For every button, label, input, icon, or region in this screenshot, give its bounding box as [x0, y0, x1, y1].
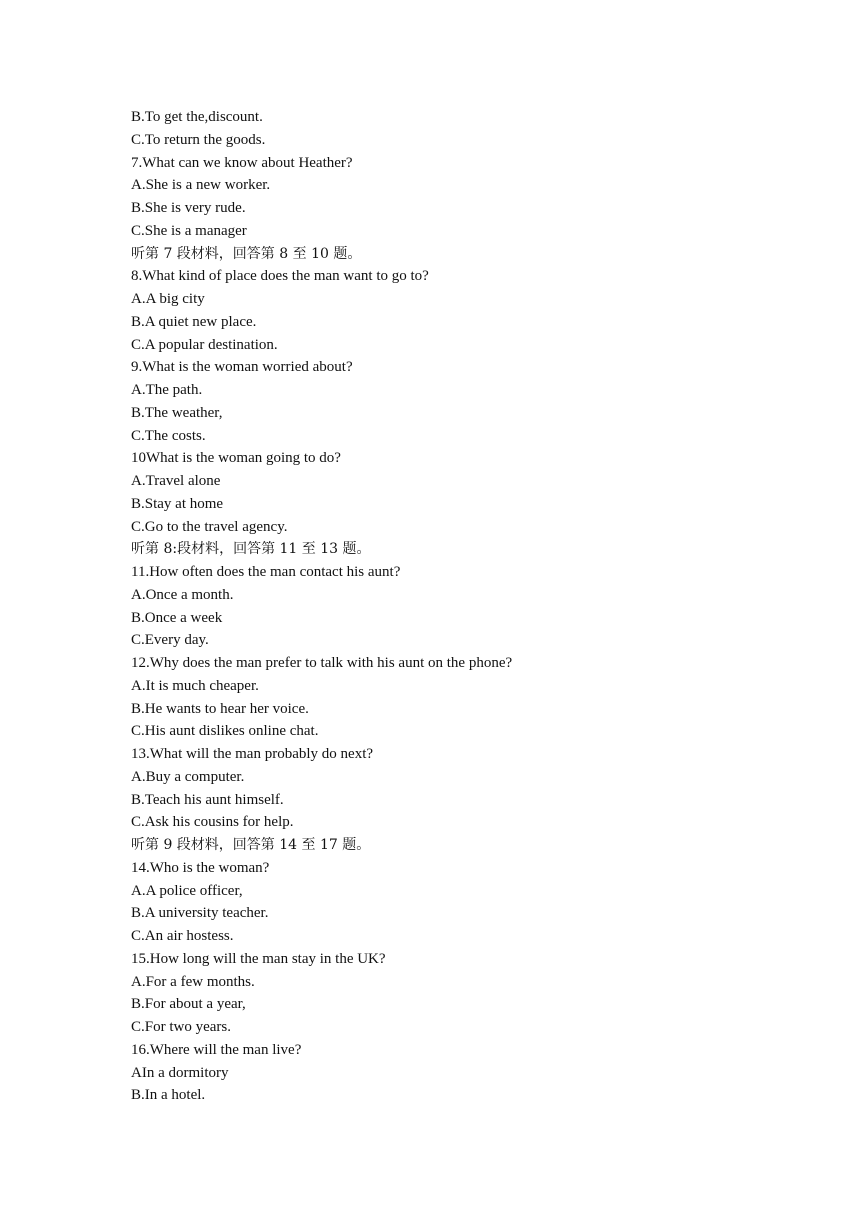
answer-option: A.A big city: [131, 291, 205, 307]
answer-option: A.A police officer,: [131, 882, 243, 899]
answer-option: B.To get the,discount.: [131, 109, 263, 125]
answer-option: B.In a hotel.: [131, 1087, 206, 1104]
answer-option: A.Buy a computer.: [131, 768, 245, 785]
answer-option: B.For about a year,: [131, 996, 246, 1013]
answer-option: A.The path.: [131, 382, 203, 398]
question-text: 12.Why does the man prefer to talk with his aunt on the phone?: [131, 655, 513, 671]
question-text: 11.How often does the man contact his aunt?: [131, 564, 401, 580]
question-text: 16.Where will the man live?: [131, 1041, 302, 1058]
answer-option: C.To return the goods.: [131, 131, 266, 148]
answer-option: C.Every day.: [131, 632, 209, 649]
question-text: 7.What can we know about Heather?: [131, 154, 353, 171]
answer-option: B.A quiet new place.: [131, 313, 257, 330]
question-text: 10What is the woman going to do?: [131, 450, 341, 467]
answer-option: B.She is very rude.: [131, 200, 246, 216]
answer-option: C.For two years.: [131, 1019, 231, 1035]
answer-option: B.The weather,: [131, 404, 223, 421]
question-text: 9.What is the woman worried about?: [131, 359, 353, 376]
answer-option: C.She is a manager: [131, 222, 247, 239]
answer-option: C.Ask his cousins for help.: [131, 814, 294, 831]
question-text: 8.What kind of place does the man want to go to?: [131, 268, 429, 285]
answer-option: B.A university teacher.: [131, 905, 269, 922]
question-text: 15.How long will the man stay in the UK?: [131, 950, 386, 967]
answer-option: A.Once a month.: [131, 586, 234, 603]
answer-option: C.His aunt dislikes online chat.: [131, 723, 319, 740]
question-text: 14.Who is the woman?: [131, 859, 270, 876]
answer-option: A.It is much cheaper.: [131, 677, 259, 694]
answer-option: B.Stay at home: [131, 495, 224, 512]
question-text: 13.What will the man probably do next?: [131, 746, 374, 762]
question-list: [131, 106, 811, 1107]
answer-option: A.For a few months.: [131, 973, 255, 990]
section-heading: 听第 9 段材料，回答第 14 至 17 题。: [131, 837, 371, 853]
section-heading: 听第 7 段材料，回答第 8 至 10 题。: [131, 245, 362, 262]
answer-option: B.Teach his aunt himself.: [131, 791, 284, 808]
answer-option: B.Once a week: [131, 609, 223, 626]
answer-option: A.She is a new worker.: [131, 177, 271, 194]
answer-option: C.An air hostess.: [131, 928, 234, 944]
answer-option: C.A popular destination.: [131, 336, 278, 353]
answer-option: C.Go to the travel agency.: [131, 518, 288, 535]
answer-option: C.The costs.: [131, 427, 206, 444]
answer-option: B.He wants to hear her voice.: [131, 700, 309, 717]
answer-option: A.Travel alone: [131, 473, 221, 489]
section-heading: 听第 8:段材料，回答第 11 至 13 题。: [131, 541, 371, 558]
answer-option: AIn a dormitory: [131, 1064, 229, 1081]
